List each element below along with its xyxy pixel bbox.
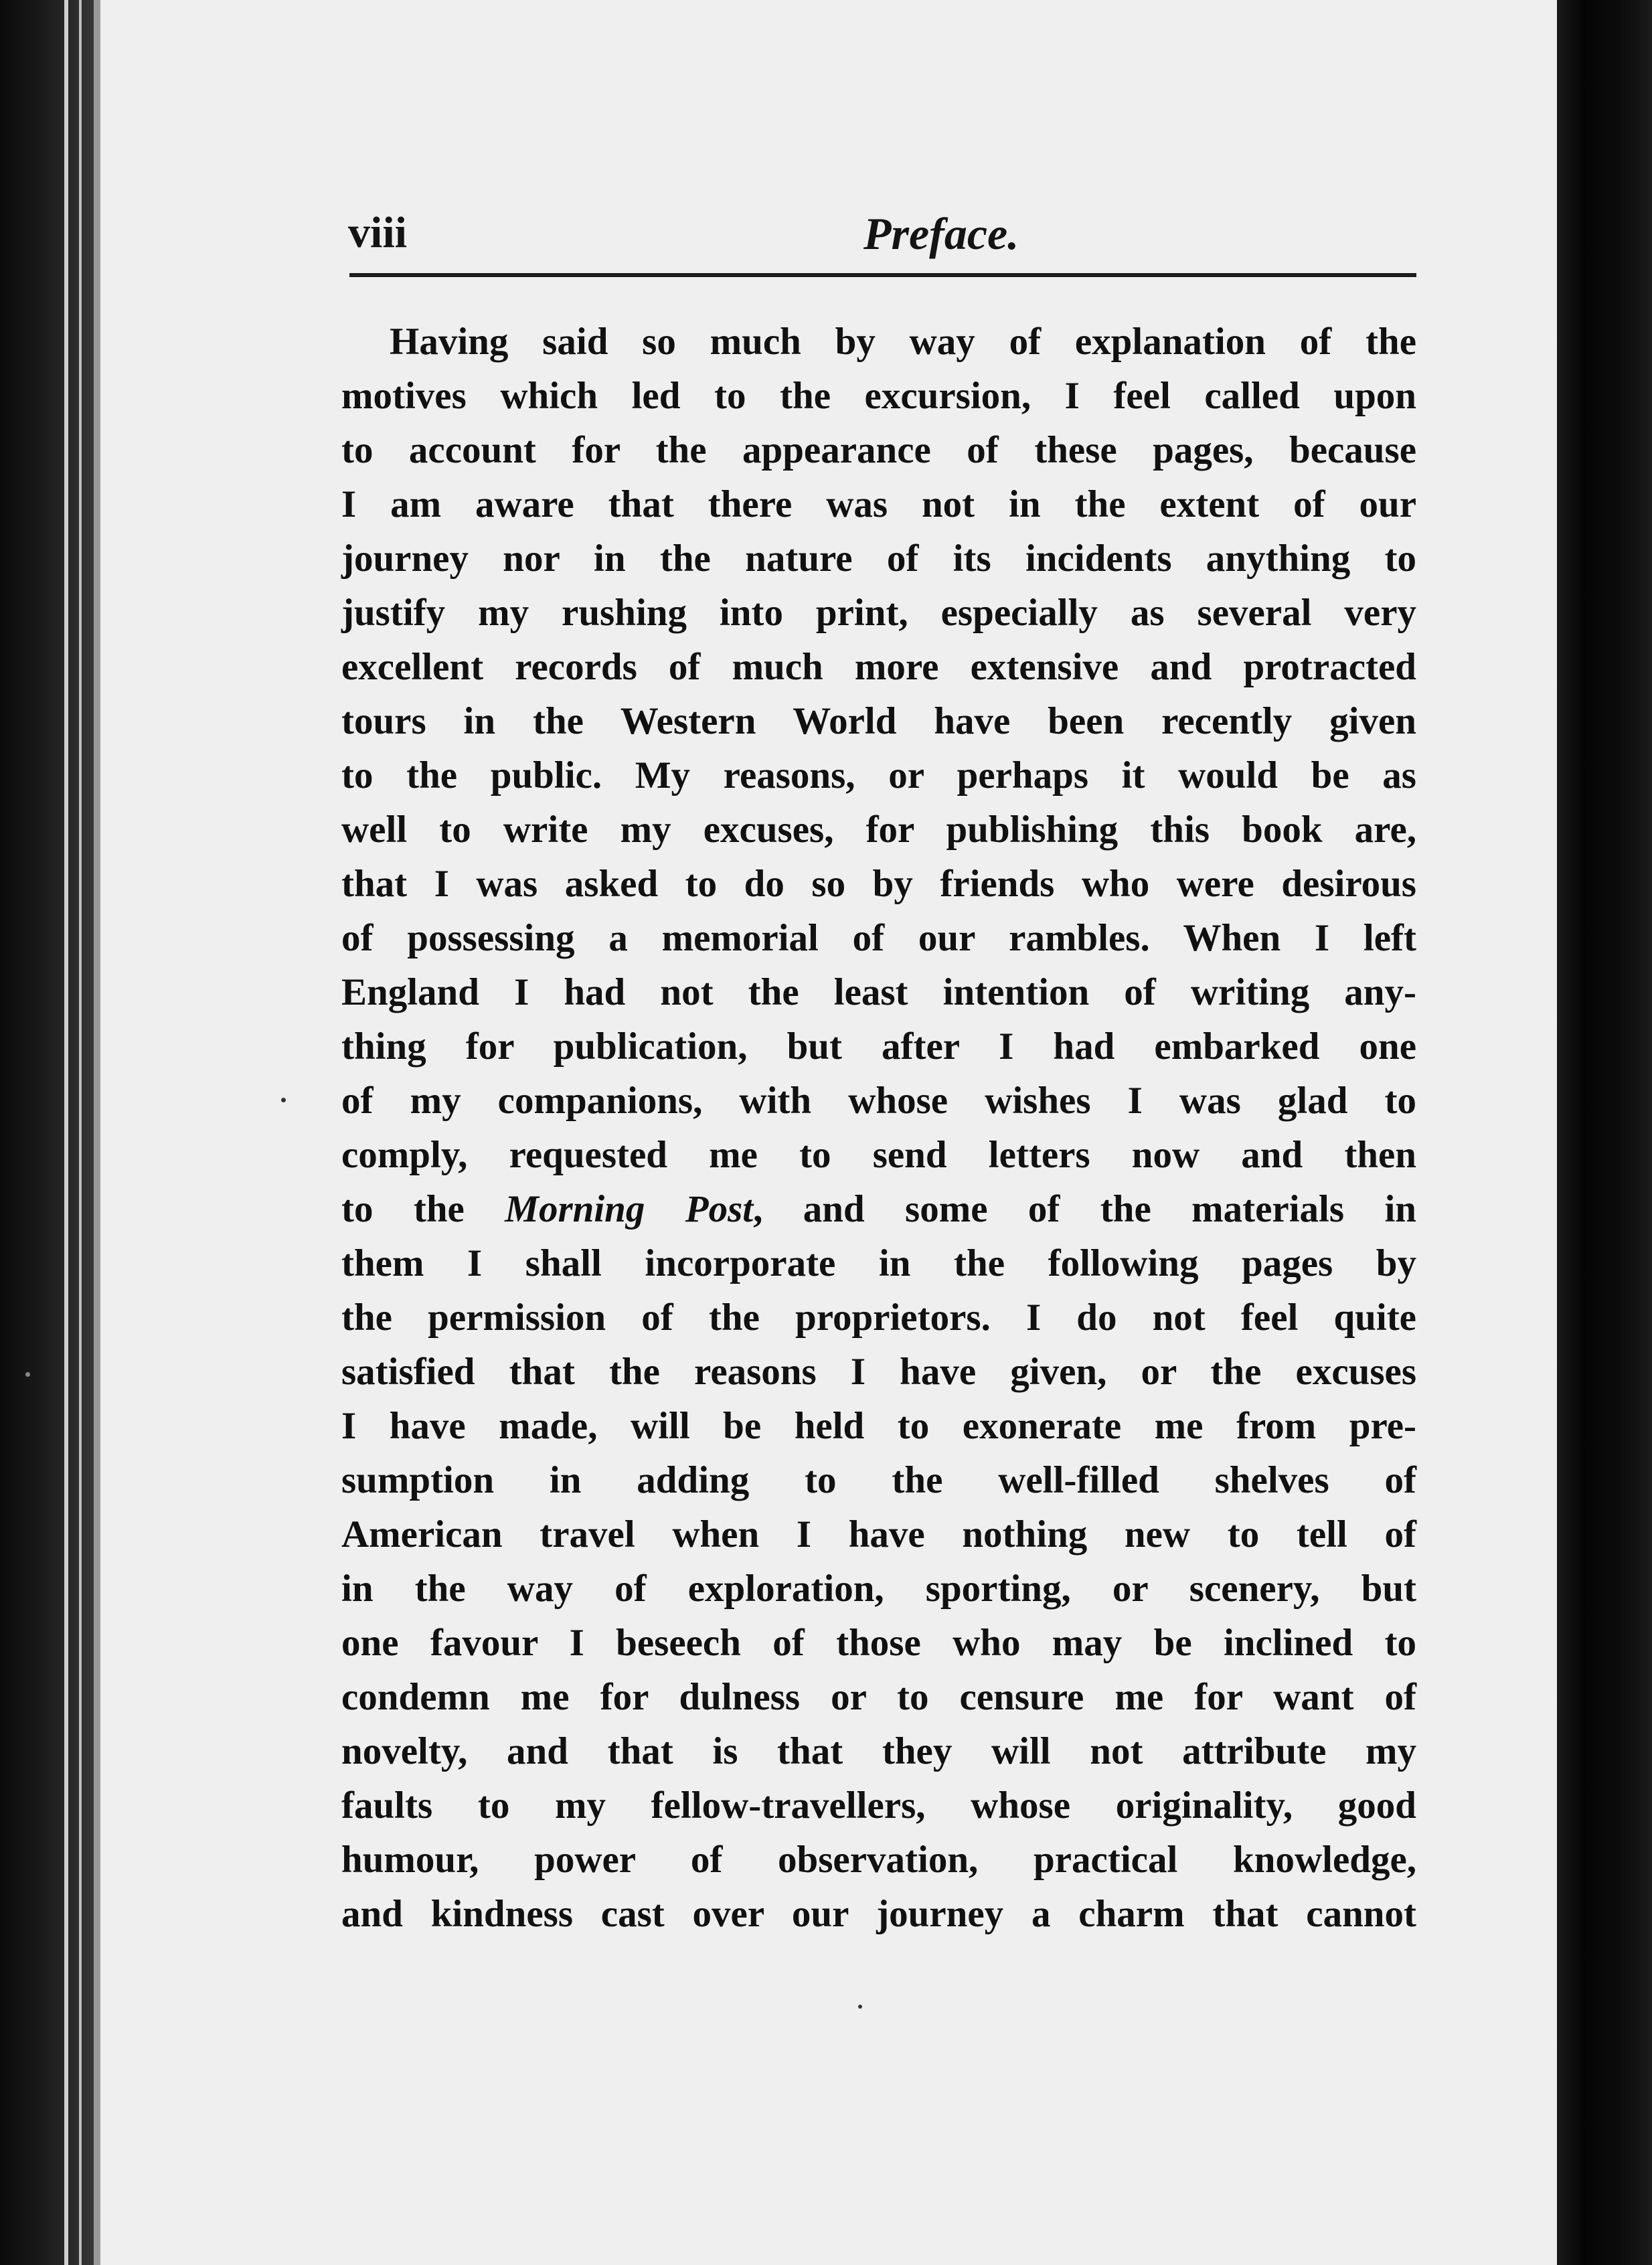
text-line: novelty, and that is that they will not attribute my xyxy=(341,1730,1416,1772)
text-line: justify my rushing into print, especially as several very xyxy=(341,592,1416,634)
page-number: viii xyxy=(348,208,408,257)
scan-border-left xyxy=(0,0,100,2265)
text-line: motives which led to the excursion, I feel called upon xyxy=(341,375,1416,417)
text-line: the permission of the proprietors. I do not feel quite xyxy=(341,1296,1416,1339)
text-line: journey nor in the nature of its incidents anything to xyxy=(341,537,1416,580)
header-rule xyxy=(349,273,1416,277)
text-line: thing for publication, but after I had embarked one xyxy=(341,1025,1416,1068)
text-line: condemn me for dulness or to censure me for want of xyxy=(341,1676,1416,1718)
text-line: humour, power of observation, practical knowledge, xyxy=(341,1839,1416,1881)
text-line: American travel when I have nothing new to tell of xyxy=(341,1513,1416,1556)
text-line: comply, requested me to send letters now and then xyxy=(341,1134,1416,1176)
page-edge-line xyxy=(79,0,82,2265)
scan-border-right xyxy=(1557,0,1652,2265)
page-header xyxy=(348,207,1416,268)
text-line: and kindness cast over our journey a charm that cannot xyxy=(341,1893,1416,1935)
text-line: I am aware that there was not in the extent of our xyxy=(341,483,1416,525)
text-line: England I had not the least intention of writing any- xyxy=(341,971,1416,1013)
page-edge-line xyxy=(64,0,68,2265)
text-line: one favour I beseech of those who may be inclined to xyxy=(341,1622,1416,1664)
page-edge-line xyxy=(94,0,100,2265)
text-line: of possessing a memorial of our rambles. When I left xyxy=(341,917,1416,959)
text-line: that I was asked to do so by friends who were desirous xyxy=(341,863,1416,905)
text-line: well to write my excuses, for publishing this book are, xyxy=(341,809,1416,851)
scan-speck xyxy=(281,1098,286,1102)
text-line: Having said so much by way of explanation of the xyxy=(390,321,1416,363)
italic-title: Morning Post xyxy=(505,1188,754,1230)
body-text xyxy=(341,315,1416,1941)
text-line: excellent records of much more extensive and protracted xyxy=(341,646,1416,688)
text-line: satisfied that the reasons I have given, or the excuses xyxy=(341,1351,1416,1393)
text-line: faults to my fellow-travellers, whose originality, good xyxy=(341,1784,1416,1827)
text-line: of my companions, with whose wishes I was glad to xyxy=(341,1080,1416,1122)
text-line: in the way of exploration, sporting, or scenery, but xyxy=(341,1568,1416,1610)
text-line: them I shall incorporate in the following pages by xyxy=(341,1242,1416,1284)
text-line: I have made, will be held to exonerate me from pre- xyxy=(341,1405,1416,1447)
text-line: tours in the Western World have been recently given xyxy=(341,700,1416,742)
text-line-with-italic: to the Morning Post, and some of the materials in xyxy=(341,1188,1417,1230)
text-line: to the public. My reasons, or perhaps it would be as xyxy=(341,754,1416,796)
scan-speck xyxy=(25,1372,30,1377)
scan-speck xyxy=(858,2005,862,2009)
text-line: sumption in adding to the well-filled shelves of xyxy=(341,1459,1416,1501)
text-line: to account for the appearance of these pages, because xyxy=(341,429,1416,471)
running-head: Preface. xyxy=(863,208,1019,259)
